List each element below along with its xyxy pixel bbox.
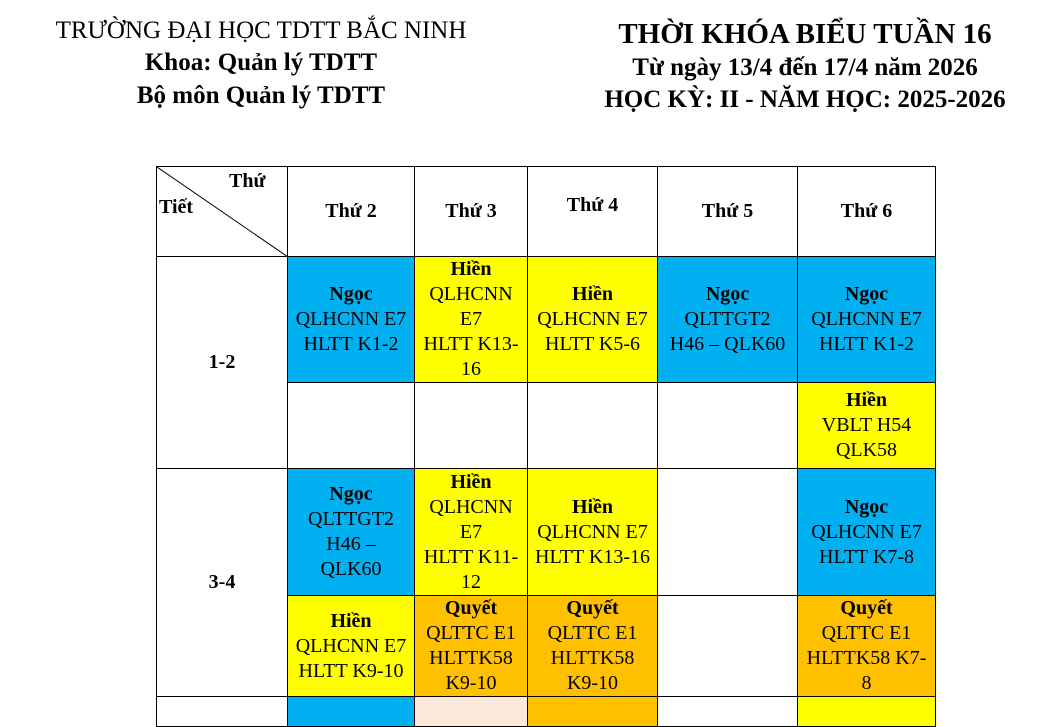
class-info-line: HLTT K13- (423, 333, 519, 355)
teacher-name: Hiền (450, 470, 492, 493)
class-cell (288, 257, 415, 383)
class-cell-partial (288, 697, 415, 727)
period-label: 3-4 (157, 469, 288, 697)
timetable (156, 166, 936, 727)
date-range: Từ ngày 13/4 đến 17/4 năm 2026 (632, 54, 978, 81)
class-info-line: K9-10 (445, 672, 497, 694)
class-cell (528, 383, 658, 469)
day-header: Thứ 3 (415, 167, 528, 257)
teacher-name: Hiền (571, 283, 614, 305)
class-info-line: HLTT K11- (423, 545, 519, 568)
day-header: Thứ 5 (658, 167, 798, 257)
school-name: TRƯỜNG ĐẠI HỌC TDTT BẮC NINH (55, 17, 467, 44)
class-info-line: QLHCNN E7 (811, 520, 922, 543)
table-row-partial (157, 697, 936, 727)
teacher-name: Quyết (444, 597, 498, 619)
class-info-line: 12 (461, 570, 481, 593)
class-cell (658, 257, 798, 383)
class-cell (415, 469, 528, 596)
class-info-line: HLTT K7-8 (819, 545, 914, 568)
class-info-line: QLTTC E1 (547, 622, 638, 644)
day-header: Thứ 6 (798, 167, 936, 257)
class-cell (798, 383, 936, 469)
period-label-partial (157, 697, 288, 727)
class-info-line: QLHCNN E7 (295, 634, 407, 657)
class-info-line: E7 (459, 308, 483, 330)
class-info-line: QLTTGT2 (308, 508, 394, 530)
day-header: Thứ 2 (288, 167, 415, 257)
teacher-name: Ngọc (844, 495, 889, 518)
day-header: Thứ 4 (528, 167, 658, 257)
class-cell (528, 257, 658, 383)
class-info-line: QLHCNN E7 (537, 308, 648, 330)
class-cell (658, 469, 798, 596)
class-info-line: K9-10 (566, 672, 619, 694)
department-name: Bộ môn Quản lý TDTT (136, 82, 386, 109)
class-cell (798, 596, 936, 697)
period-label: 1-2 (157, 257, 288, 469)
teacher-name: Ngọc (329, 283, 373, 305)
teacher-name: Ngọc (705, 283, 750, 305)
class-cell (415, 383, 528, 469)
teacher-name: Quyết (566, 597, 619, 619)
class-cell (288, 383, 415, 469)
class-info-line: QLHCNN E7 (537, 520, 648, 543)
header-right (560, 16, 1050, 116)
class-info-line: HLTTK58 K7- (806, 647, 927, 669)
class-info-line: HLTT K5-6 (545, 333, 640, 355)
teacher-name: Hiền (450, 258, 492, 280)
teacher-name: Hiền (845, 389, 888, 411)
faculty-name: Khoa: Quản lý TDTT (144, 49, 378, 76)
class-info-line: HLTT K13-16 (535, 545, 650, 568)
class-cell (415, 596, 528, 697)
class-info-line: HLTTK58 (429, 647, 513, 669)
class-info-line: QLHCNN E7 (295, 308, 407, 330)
class-info-line: H46 – QLK60 (669, 333, 786, 355)
table-row (157, 257, 936, 383)
class-cell-partial (798, 697, 936, 727)
teacher-name: Ngọc (329, 483, 373, 505)
class-info-line: QLK60 (320, 558, 382, 580)
class-info-line: QLHCNN (429, 283, 513, 305)
class-info-line: H46 – (326, 533, 376, 555)
class-cell (798, 469, 936, 596)
class-cell (288, 596, 415, 697)
corner-cell (157, 167, 288, 257)
class-info-line: 8 (861, 672, 872, 694)
class-info-line: E7 (459, 520, 483, 543)
class-cell (798, 257, 936, 383)
class-cell (415, 257, 528, 383)
class-cell (658, 383, 798, 469)
header-left (16, 16, 506, 112)
class-info-line: HLTTK58 (550, 647, 635, 669)
corner-day-label: Thứ (229, 170, 266, 192)
class-info-line: VBLT H54 (821, 414, 912, 436)
class-cell (528, 596, 658, 697)
class-cell (528, 469, 658, 596)
class-info-line: QLTTGT2 (684, 308, 771, 330)
class-cell (288, 469, 415, 596)
semester-info: HỌC KỲ: II - NĂM HỌC: 2025-2026 (604, 86, 1006, 113)
class-info-line: QLTTC E1 (426, 622, 516, 644)
teacher-name: Hiền (330, 609, 372, 632)
table-row (157, 469, 936, 596)
class-info-line: QLHCNN (429, 495, 513, 518)
class-cell-partial (658, 697, 798, 727)
corner-period-label: Tiết (159, 196, 194, 218)
class-cell-partial (528, 697, 658, 727)
schedule-title: THỜI KHÓA BIỂU TUẦN 16 (618, 18, 992, 50)
class-info-line: HLTT K1-2 (819, 333, 914, 355)
class-info-line: QLTTC E1 (821, 622, 912, 644)
teacher-name: Ngọc (844, 283, 889, 305)
class-cell-partial (415, 697, 528, 727)
teacher-name: Quyết (840, 597, 893, 619)
class-info-line: QLK58 (835, 439, 898, 461)
class-info-line: HLTT K1-2 (303, 333, 399, 355)
class-info-line: 16 (461, 358, 481, 380)
class-cell (658, 596, 798, 697)
class-info-line: QLHCNN E7 (811, 308, 922, 330)
class-info-line: HLTT K9-10 (298, 659, 404, 682)
teacher-name: Hiền (571, 495, 614, 518)
